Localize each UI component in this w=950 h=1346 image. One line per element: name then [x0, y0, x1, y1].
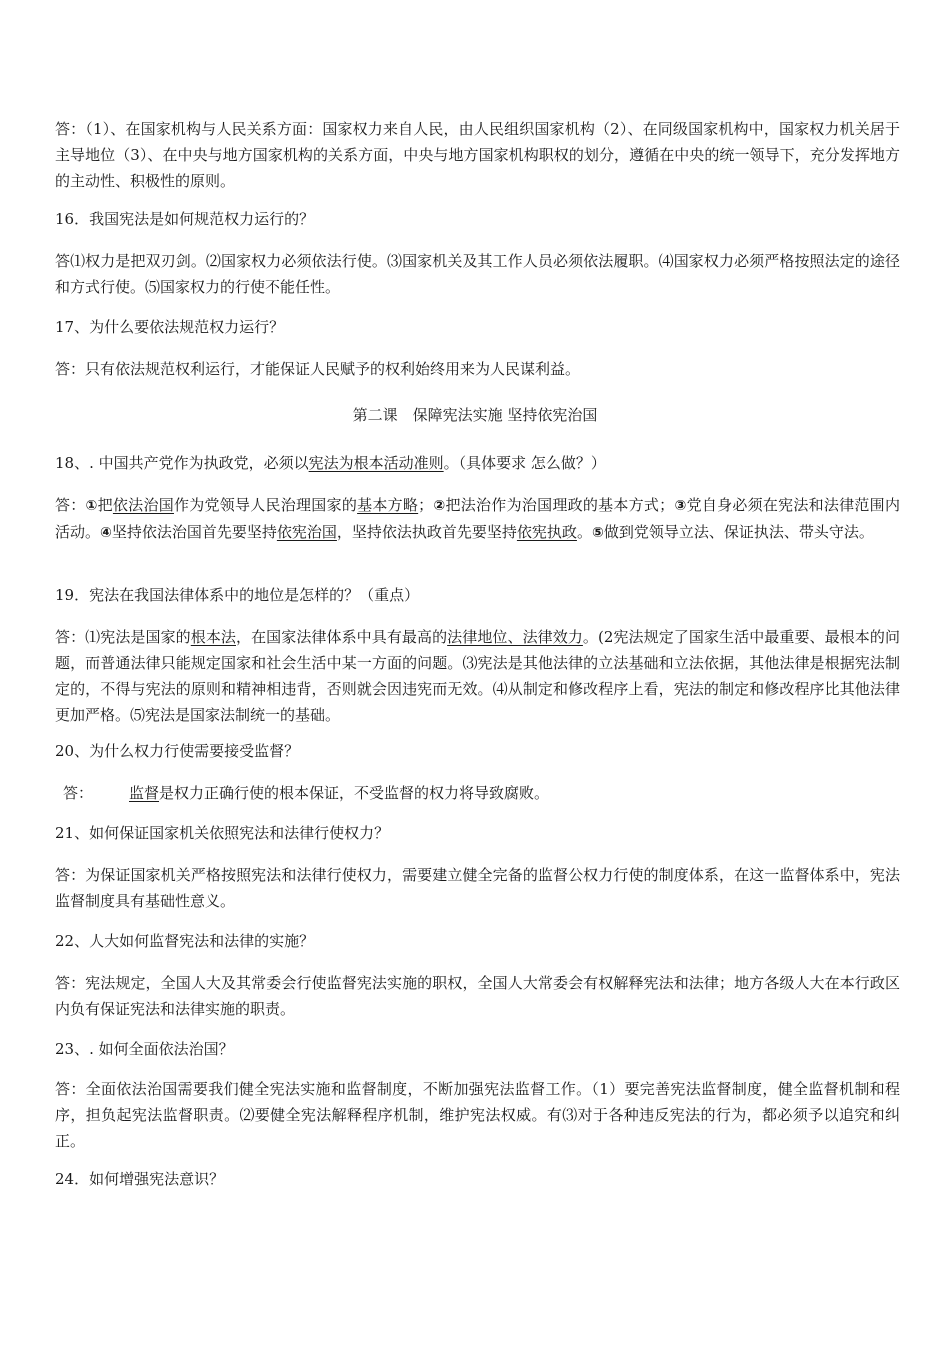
q23-question: 23、. 如何全面依法治国？ — [55, 1040, 234, 1058]
q18-question — [55, 450, 900, 476]
underlined-term: 依宪治国 — [276, 523, 337, 541]
q19-question: 19．宪法在我国法律体系中的地位是怎样的？（重点） — [55, 586, 420, 604]
answer-text: 坚持依法治国首先要坚持 — [111, 523, 277, 541]
lesson-title: 第二课 保障宪法实施 坚持依宪治国 — [352, 406, 598, 424]
answer-label: 答： — [63, 784, 94, 802]
circled-number-2: ② — [433, 498, 446, 514]
answer-text: 是权力正确行使的根本保证，不受监督的权力将导致腐败。 — [159, 784, 550, 802]
answer-text: 。(2宪法规定了国家生活中最重要、最根本的问题，而普通法律只能规定国家和社会生活中某一方面的问题。⑶宪法是其他法律的立法基础和立法依据，其他法律是根据宪法制定的，不得与宪法的原则和精神相违背，否则就会因违宪而无效。⑷从制定和修改程序上看，宪法的制定和修改程序比其他法律更加严格。⑸宪法是国家法制统一的基础。 — [55, 628, 900, 724]
q20-question: 20、为什么权力行使需要接受监督？ — [55, 742, 300, 760]
underlined-term: 法律地位、法律效力 — [447, 628, 583, 646]
q20-answer — [63, 780, 908, 806]
answer-text: ； — [418, 496, 434, 514]
answer-text: 做到党领导立法、保证执法、带头守法。 — [603, 523, 874, 541]
q22-question: 22、人大如何监督宪法和法律的实施？ — [55, 932, 315, 950]
answer-text: 党自身必须在宪法和法律范围内活动。 — [55, 496, 900, 541]
circled-number-1: ① — [85, 498, 98, 514]
q24-question: 24．如何增强宪法意识？ — [55, 1170, 225, 1188]
answer-text: ，坚持依法执政首先要坚持 — [336, 523, 517, 541]
q21-question: 21、如何保证国家机关依照宪法和法律行使权力？ — [55, 824, 390, 842]
circled-number-4: ④ — [100, 525, 112, 541]
q22-answer: 答：宪法规定，全国人大及其常委会行使监督宪法实施的职权，全国人大常委会有权解释宪法和法律；地方各级人大在本行政区内负有保证宪法和法律实施的职责。 — [55, 974, 900, 1018]
underlined-term: 基本方略 — [357, 496, 419, 514]
answer-text: ，在国家法律体系中具有最高的 — [236, 628, 448, 646]
underlined-term: 依法治国 — [112, 496, 174, 514]
q23-answer: 答：全面依法治国需要我们健全宪法实施和监督制度，不断加强宪法监督工作。（1）要完善宪法监督制度，健全监督机制和程序，担负起宪法监督职责。⑵要健全宪法解释程序机制，维护宪法权威。有⑶对于各种违反宪法的行为，都必须予以追究和纠正。 — [55, 1080, 900, 1150]
q21-answer: 答：为保证国家机关严格按照宪法和法律行使权力，需要建立健全完备的监督公权力行使的制度体系，在这一监督体系中，宪法监督制度具有基础性意义。 — [55, 866, 900, 910]
q18-question-underline: 宪法为根本活动准则 — [308, 454, 444, 472]
q15-answer: 答：（1）、在国家机构与人民关系方面：国家权力来自人民，由人民组织国家机构（2）、在同级国家机构中，国家权力机关居于主导地位（3）、在中央与地方国家机构的关系方面，中央与地方国家机构职权的划分，遵循在中央的统一领导下，充分发挥地方的主动性、积极性的原则。 — [55, 120, 900, 190]
answer-text: 把 — [97, 496, 113, 514]
answer-text: 作为党领导人民治理国家的 — [173, 496, 358, 514]
q19-answer — [55, 624, 900, 728]
answer-text: 。 — [576, 523, 592, 541]
underlined-term: 根本法 — [190, 628, 236, 646]
q17-question: 17、为什么要依法规范权力运行？ — [55, 318, 285, 336]
answer-text: 把法治作为治国理政的基本方式； — [445, 496, 675, 514]
answer-text: 答：⑴宪法是国家的 — [55, 628, 191, 646]
q18-question-text: 18、. 中国共产党作为执政党，必须以 — [55, 454, 309, 472]
underlined-term: 依宪执政 — [516, 523, 577, 541]
q16-answer: 答⑴权力是把双刃剑。⑵国家权力必须依法行使。⑶国家机关及其工作人员必须依法履职。⑷国家权力必须严格按照法定的途径和方式行使。⑸国家权力的行使不能任性。 — [55, 252, 900, 296]
q16-question: 16．我国宪法是如何规范权力运行的？ — [55, 210, 315, 228]
circled-number-5: ⑤ — [591, 525, 604, 541]
underlined-term: 监督 — [129, 784, 160, 802]
q17-answer: 答：只有依法规范权利运行，才能保证人民赋予的权利始终用来为人民谋利益。 — [55, 360, 581, 378]
answer-label: 答： — [55, 496, 86, 514]
circled-number-3: ③ — [674, 498, 687, 514]
q18-answer — [55, 492, 900, 546]
q18-question-suffix: 。（具体要求 怎么做？） — [443, 454, 606, 472]
